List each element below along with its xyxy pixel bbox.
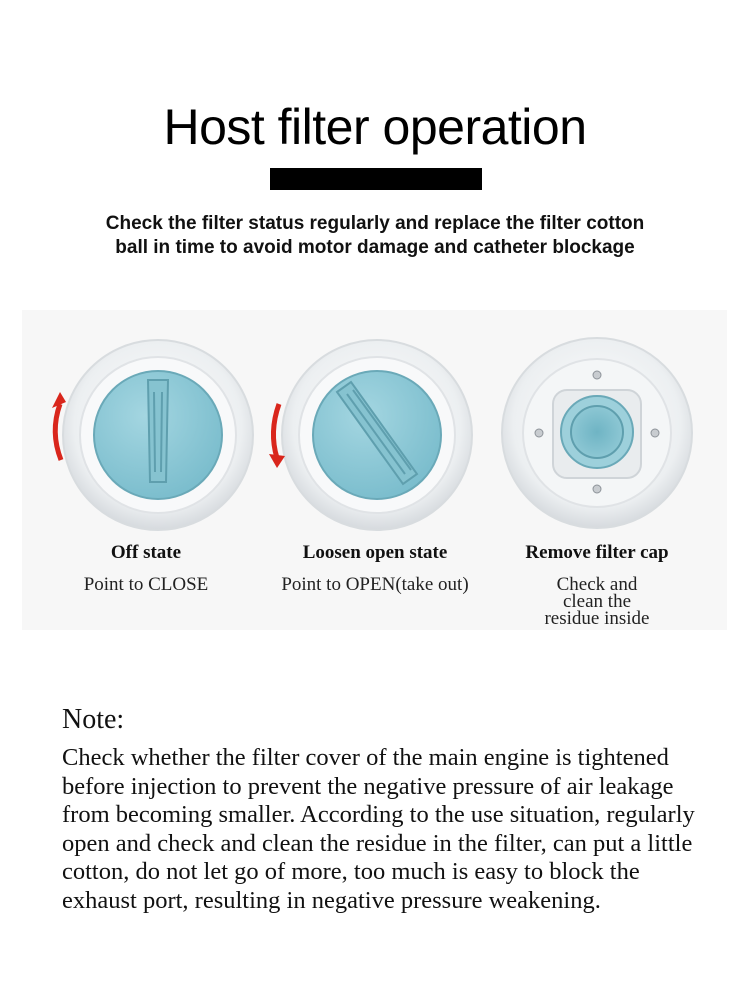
step-description: Point to OPEN(take out) (281, 574, 469, 595)
page-subtitle: Check the filter status regularly and replace the filter cotton ball in time to avoid motor damage and catheter blockage (105, 213, 645, 258)
step-title: Off state (110, 542, 182, 563)
open-filter-port-icon (487, 332, 707, 542)
step-remove-filter-cap (487, 332, 707, 629)
note-body: Check whether the filter cover of the main engine is tightened before injection to prevent the negative pressure of air leakage from becoming smaller. According to the use situation, regularly open and check and clean the residue in the filter, can put a little cotton, do not let go of more, too much is easy to block the exhaust port, resulting in negative pressure weakening. (62, 744, 695, 914)
step-title: Loosen open state (302, 542, 448, 563)
filter-cap-open-image (265, 332, 485, 542)
page-title: Host filter operation (163, 99, 587, 155)
step-description: Point to CLOSE (83, 574, 209, 595)
step-loosen-open-state (265, 332, 485, 622)
note-title: Note: (62, 704, 125, 735)
step-title: Remove filter cap (525, 542, 669, 563)
filter-cap-closed-image (36, 332, 256, 542)
step-off-state (36, 332, 256, 622)
step-description: Check and clean the residue inside (544, 574, 650, 629)
title-underline-bar (270, 168, 482, 190)
